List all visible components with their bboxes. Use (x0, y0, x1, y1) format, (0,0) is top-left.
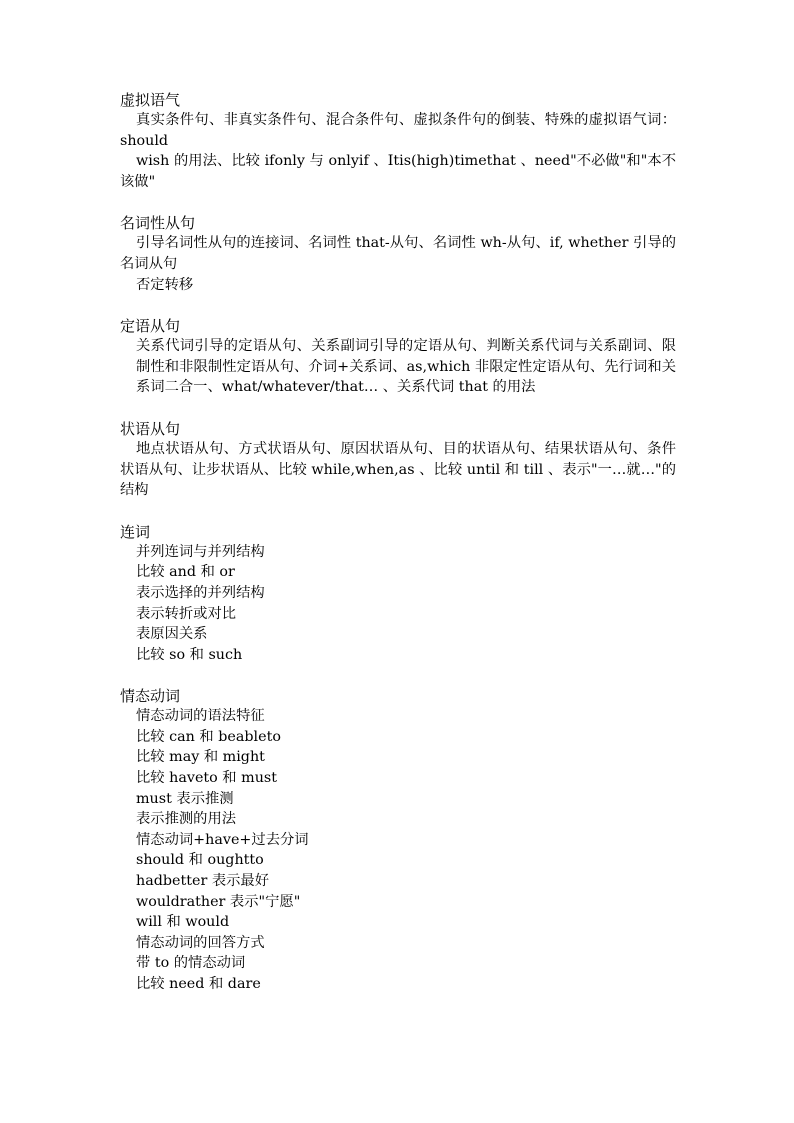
list-item: 并列连词与并列结构 (136, 543, 265, 560)
list-item: 比较 can 和 beableto (136, 728, 281, 745)
paragraph: 否定转移 (136, 276, 194, 293)
section-heading: 名词性从句 (120, 214, 196, 233)
paragraph: 真实条件句、非真实条件句、混合条件句、虚拟条件句的倒装、特殊的虚拟语气词：should (120, 112, 676, 149)
section-heading: 情态动词 (120, 687, 181, 706)
list-item: 比较 and 和 or (136, 564, 235, 581)
list-item: will 和 would (136, 914, 230, 931)
section-heading: 状语从句 (120, 419, 181, 438)
section-modal-verbs (120, 686, 676, 994)
section-adverbial-clauses (120, 419, 676, 501)
section-heading: 连词 (120, 522, 151, 541)
list-item: hadbetter 表示最好 (136, 873, 270, 890)
list-item: 表示选择的并列结构 (136, 584, 265, 601)
paragraph: 关系代词引导的定语从句、关系副词引导的定语从句、判断关系代词与关系副词、限制性和非限制性定语从句、介词+关系词、as,which 非限定性定语从句、先行词和关系词二合一、what/whatever/that… 、关系代词 that 的用法 (136, 338, 676, 396)
list-item: 比较 haveto 和 must (136, 770, 277, 787)
section-noun-clauses (120, 213, 676, 295)
section-subjunctive-mood (120, 90, 676, 192)
list-item: 表示转折或对比 (136, 605, 237, 622)
section-heading: 虚拟语气 (120, 91, 181, 109)
list-item: 带 to 的情态动词 (136, 955, 246, 972)
list-item: 比较 so 和 such (136, 646, 243, 663)
list-item: wouldrather 表示"宁愿" (136, 893, 301, 910)
list-item: should 和 oughtto (136, 852, 264, 869)
list-item: 表原因关系 (136, 626, 208, 643)
list-item: 表示推测的用法 (136, 811, 237, 828)
paragraph: 引导名词性从句的连接词、名词性 that-从句、名词性 wh-从句、if, whether 引导的名词从句 (120, 235, 676, 272)
list-item: 情态动词的回答方式 (136, 934, 265, 951)
list-item: 比较 need 和 dare (136, 976, 261, 992)
list-item: must 表示推测 (136, 790, 234, 807)
list-item: 比较 may 和 might (136, 749, 265, 766)
paragraph: wish 的用法、比较 ifonly 与 onlyif 、Itis(high)timethat 、need"不必做"和"本不该做" (120, 153, 676, 190)
section-conjunctions (120, 522, 676, 666)
section-heading: 定语从句 (120, 317, 181, 336)
list-item: 情态动词+have+过去分词 (136, 831, 309, 848)
list-item: 情态动词的语法特征 (136, 708, 265, 725)
section-attributive-clauses (120, 316, 676, 398)
paragraph: 地点状语从句、方式状语从句、原因状语从句、目的状语从句、结果状语从句、条件状语从句、让步状语从、比较 while,when,as 、比较 until 和 till 、表示"一…就…"的结构 (120, 440, 676, 499)
document-body (120, 90, 676, 1016)
